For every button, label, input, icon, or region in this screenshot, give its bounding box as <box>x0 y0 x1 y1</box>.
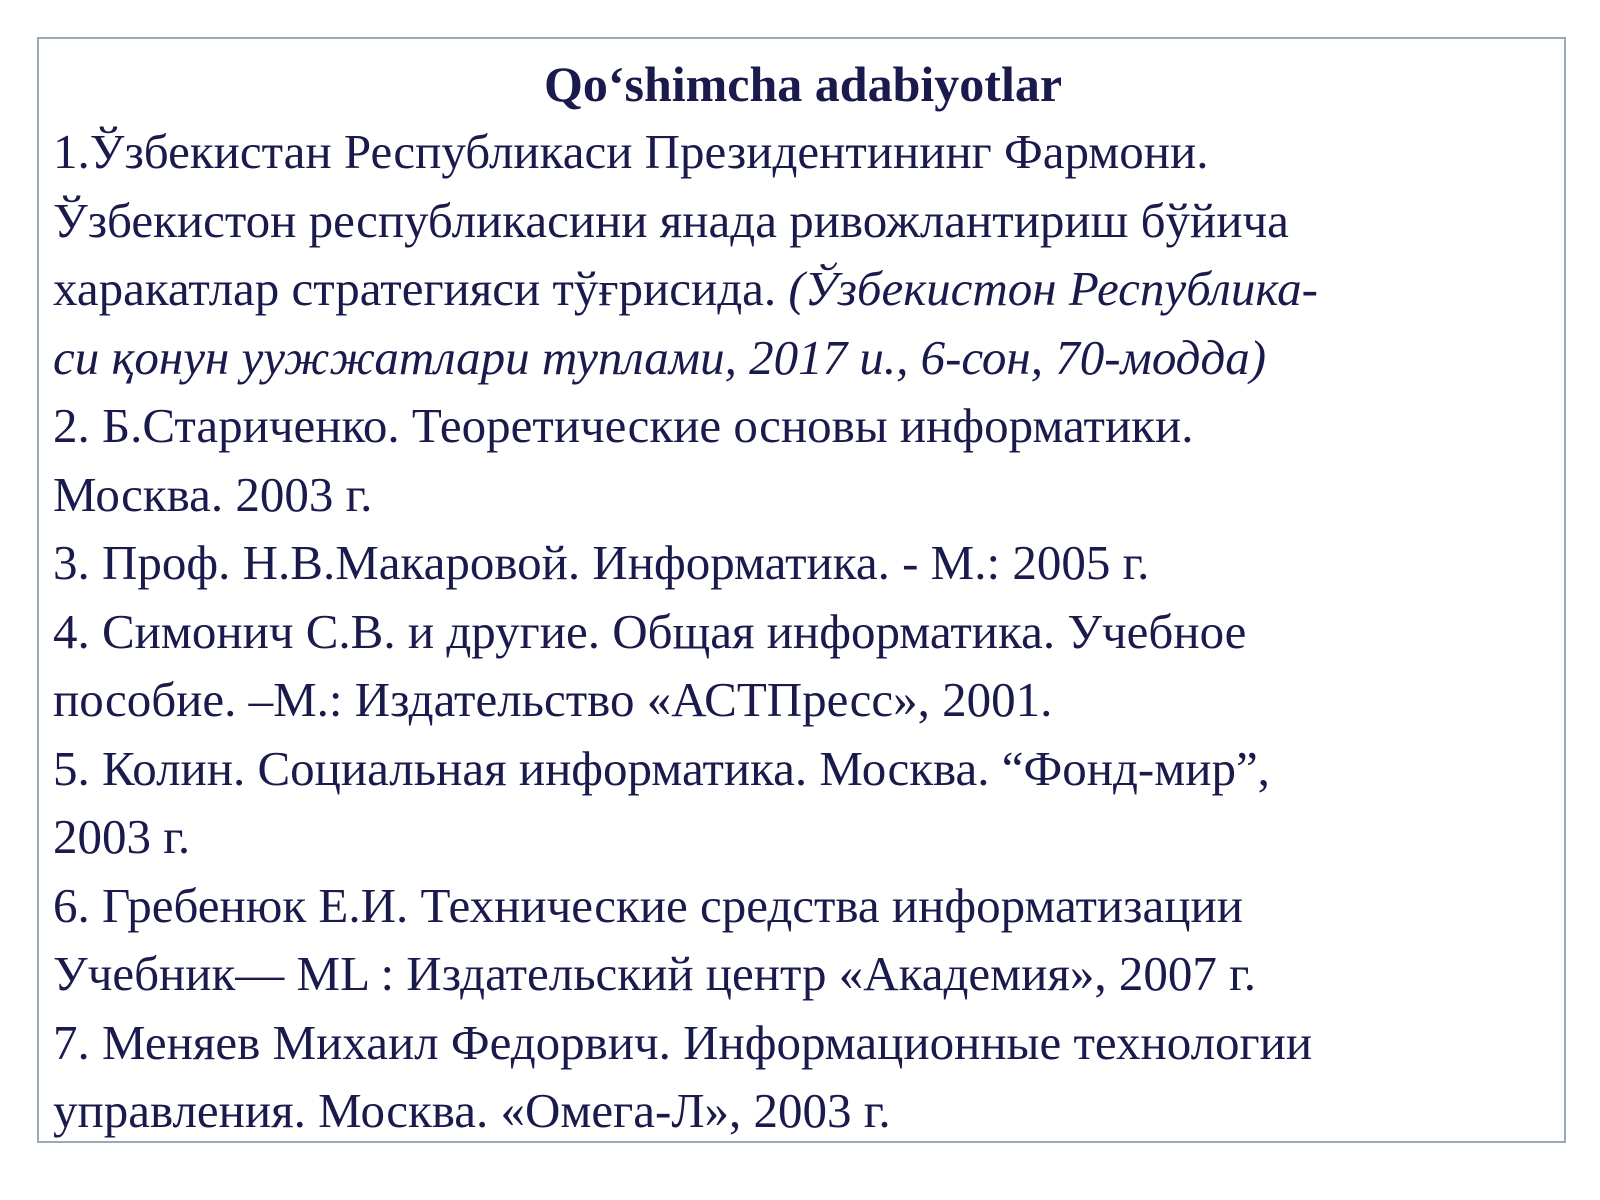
reference-item-7 <box>53 1009 1553 1146</box>
reference-1-line-1: 1.Ўзбекистан Республикаси Президентининг Фармони. <box>53 124 1209 179</box>
reference-5-line-1: 5. Колин. Социальная информатика. Москва. “Фонд-мир”, <box>53 740 1270 796</box>
reference-2-line-2: Москва. 2003 г. <box>53 466 373 522</box>
reference-1-source: си қонун уужжатлари туплами, 2017 и., 6-сон, 70-модда) <box>53 329 1267 385</box>
reference-3-line-1: 3. Проф. Н.В.Макаровой. Информатика. - М.: 2005 г. <box>53 535 1150 590</box>
slide-title: Qo‘shimcha adabiyotlar <box>543 56 1063 112</box>
reference-item-4 <box>53 598 1553 735</box>
reference-1-line-3-text: харакатлар стратегияси тўғрисида. <box>53 261 789 316</box>
reference-1-source-start: (Ўзбекистон Республика- <box>788 261 1318 316</box>
reference-5-line-2: 2003 г. <box>53 809 191 864</box>
reference-7-line-1: 7. Меняев Михаил Федорвич. Информационные технологии <box>53 1014 1313 1070</box>
reference-1-line-2: Ўзбекистон республикасини янада ривожлантириш бўйича <box>53 192 1289 248</box>
reference-item-5 <box>53 735 1553 872</box>
reference-1-line-3 <box>53 255 1553 324</box>
reference-item-2 <box>53 392 1553 529</box>
reference-7-line-2: управления. Москва. «Омега-Л», 2003 г. <box>53 1083 891 1138</box>
reference-2-line-1: 2. Б.Стариченко. Теоретические основы информатики. <box>53 398 1194 453</box>
slide-content <box>53 50 1553 1146</box>
reference-item-3 <box>53 529 1553 598</box>
reference-6-line-2: Учебник— ML : Издательский центр «Академия», 2007 г. <box>53 946 1256 1001</box>
reference-4-line-2: пособие. –М.: Издательство «АСТПресс», 2001. <box>53 672 1053 727</box>
reference-6-line-1: 6. Гребенюк Е.И. Технические средства информатизации <box>53 877 1243 933</box>
reference-item-6 <box>53 872 1553 1009</box>
reference-4-line-1: 4. Симонич С.В. и другие. Общая информатика. Учебное <box>53 603 1247 659</box>
reference-item-1 <box>53 118 1553 392</box>
